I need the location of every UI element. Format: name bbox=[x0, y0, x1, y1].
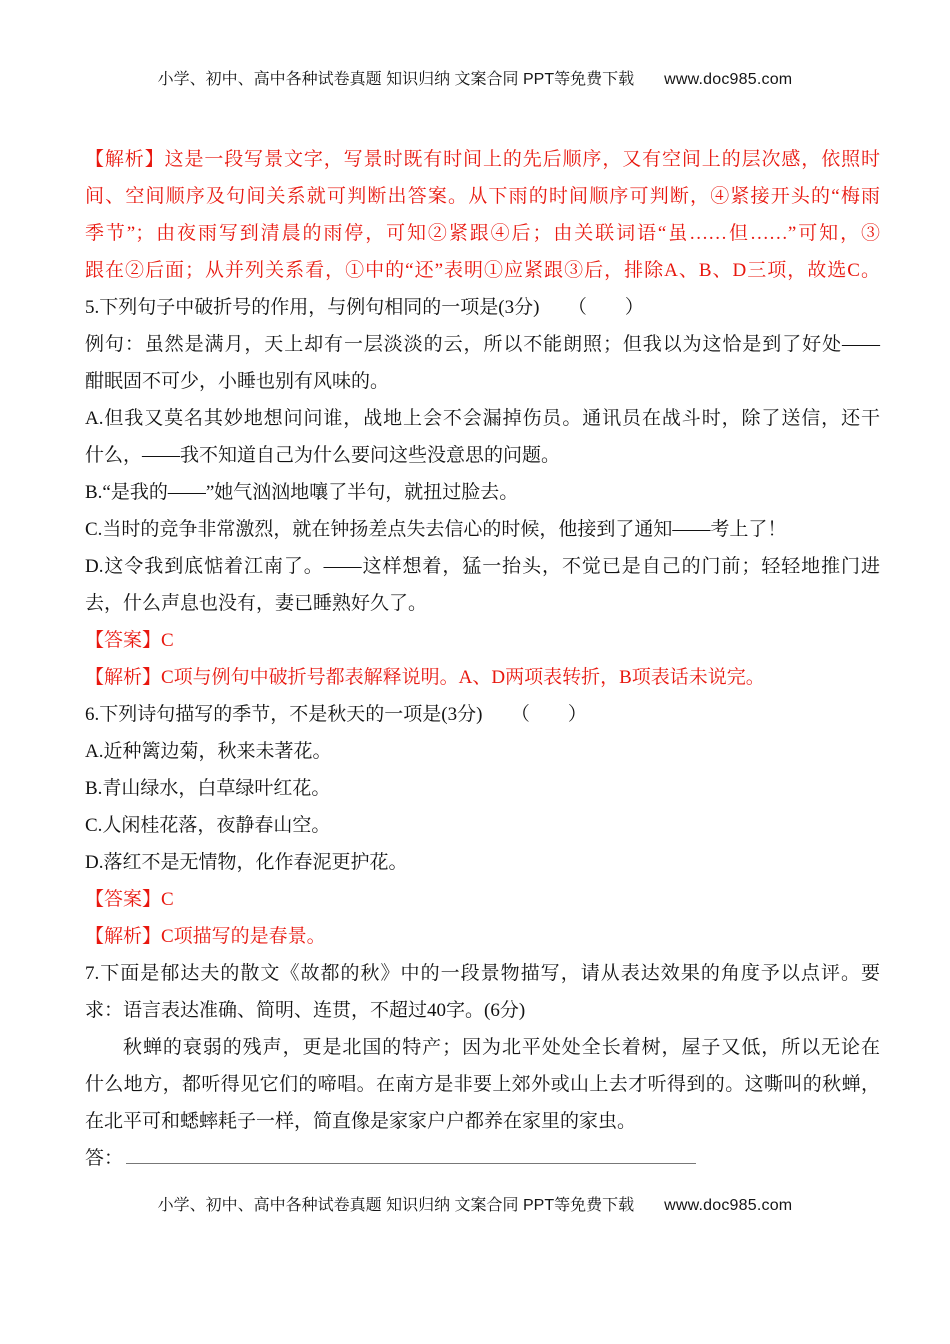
text-line: 间、空间顺序及句间关系就可判断出答案。从下雨的时间顺序可判断，④紧接开头的“梅雨 bbox=[85, 186, 880, 207]
text-line: 7.下面是郁达夫的散文《故都的秋》中的一段景物描写，请从表达效果的角度予以点评。要 bbox=[85, 963, 880, 984]
text-line: 【答案】C bbox=[85, 889, 174, 910]
answer-row bbox=[85, 1140, 880, 1177]
footer-site-url: www.doc985.com bbox=[664, 1197, 793, 1214]
text-line: 【答案】C bbox=[85, 630, 174, 651]
text-line: 季节”；由夜雨写到清晨的雨停，可知②紧跟④后；由关联词语“虽……但……”可知，③ bbox=[85, 223, 880, 244]
text-line: 求：语言表达准确、简明、连贯，不超过40字。(6分) bbox=[85, 1000, 526, 1021]
text-line: C.当时的竞争非常激烈，就在钟扬差点失去信心的时候，他接到了通知——考上了！ bbox=[85, 519, 787, 540]
text-line: 【解析】C项描写的是春景。 bbox=[85, 926, 326, 947]
header-note-text: 小学、初中、高中各种试卷真题 知识归纳 文案合同 PPT等免费下载 bbox=[157, 71, 635, 88]
text-line: B.“是我的——”她气汹汹地嚷了半句，就扭过脸去。 bbox=[85, 482, 519, 503]
text-line: C.人闲桂花落，夜静春山空。 bbox=[85, 815, 331, 836]
text-line: 例句：虽然是满月，天上却有一层淡淡的云，所以不能朗照；但我以为这恰是到了好处—— bbox=[85, 334, 880, 355]
text-line: D.落红不是无情物，化作春泥更护花。 bbox=[85, 852, 408, 873]
text-line: 秋蝉的衰弱的残声，更是北国的特产；因为北平处处全长着树，屋子又低，所以无论在 bbox=[123, 1037, 880, 1058]
text-line: 跟在②后面；从并列关系看，①中的“还”表明①应紧跟③后，排除A、B、D三项，故选C。 bbox=[85, 260, 880, 281]
text-line: 【解析】C项与例句中破折号都表解释说明。A、D两项表转折，B项表话未说完。 bbox=[85, 667, 765, 688]
answer-label: 答： bbox=[85, 1148, 124, 1169]
text-line: D.这令我到底惦着江南了。——这样想着，猛一抬头，不觉已是自己的门前；轻轻地推门进 bbox=[85, 556, 880, 577]
text-line: 在北平可和蟋蟀耗子一样，简直像是家家户户都养在家里的家虫。 bbox=[85, 1111, 637, 1132]
document-lines bbox=[85, 141, 880, 1140]
text-line: 什么，——我不知道自己为什么要问这些没意思的问题。 bbox=[85, 445, 561, 466]
text-line: B.青山绿水，白草绿叶红花。 bbox=[85, 778, 331, 799]
text-line: A.近种篱边菊，秋来未著花。 bbox=[85, 741, 332, 762]
text-line: A.但我又莫名其妙地想问问谁，战地上会不会漏掉伤员。通讯员在战斗时，除了送信，还干 bbox=[85, 408, 880, 429]
text-line: 去，什么声息也没有，妻已睡熟好久了。 bbox=[85, 593, 428, 614]
page-footer-note bbox=[0, 1192, 950, 1215]
text-line: 6.下列诗句描写的季节，不是秋天的一项是(3分) （ ） bbox=[85, 704, 587, 725]
page-header-note bbox=[0, 66, 950, 89]
text-line: 5.下列句子中破折号的作用，与例句相同的一项是(3分) （ ） bbox=[85, 297, 644, 318]
text-line: 【解析】这是一段写景文字，写景时既有时间上的先后顺序，又有空间上的层次感，依照时 bbox=[85, 149, 880, 170]
text-line: 酣眠固不可少，小睡也别有风味的。 bbox=[85, 371, 390, 392]
header-site-url: www.doc985.com bbox=[664, 71, 793, 88]
footer-note-text: 小学、初中、高中各种试卷真题 知识归纳 文案合同 PPT等免费下载 bbox=[157, 1197, 635, 1214]
text-line: 什么地方，都听得见它们的啼唱。在南方是非要上郊外或山上去才听得到的。这嘶叫的秋蝉， bbox=[85, 1074, 880, 1095]
document-content bbox=[85, 141, 880, 1177]
answer-blank-line bbox=[126, 1142, 696, 1164]
